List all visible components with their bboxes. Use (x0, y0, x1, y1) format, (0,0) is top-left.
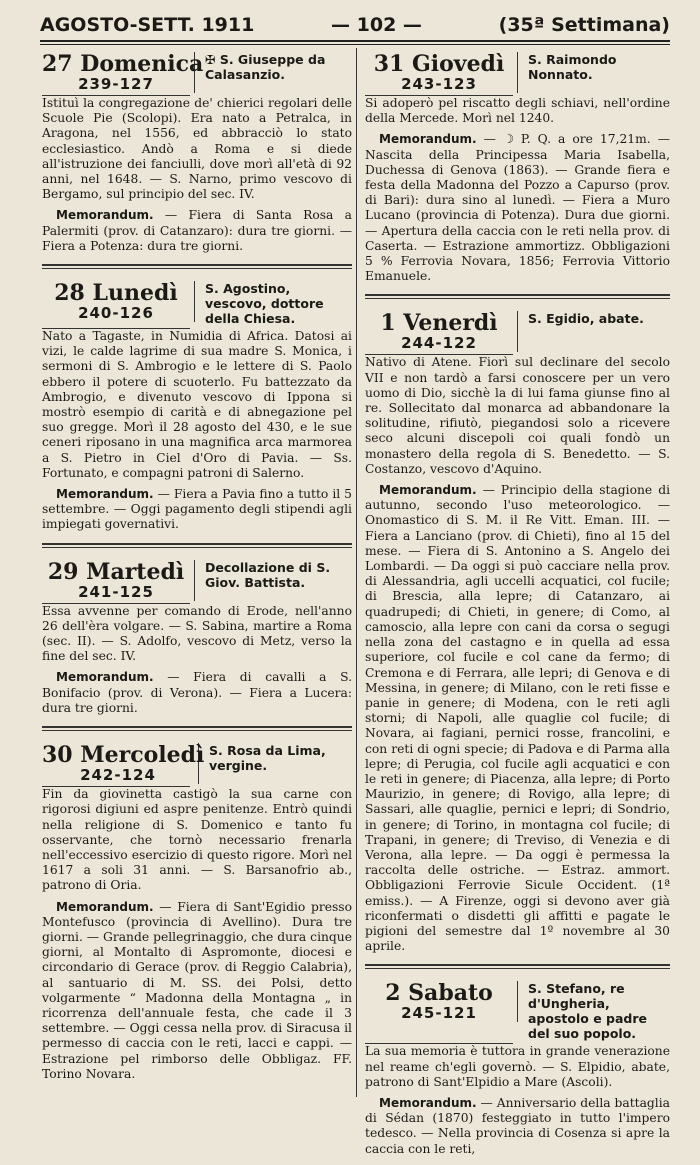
entry-text: Si adoperò pel riscatto degli schiavi, nell'ordine della Mercede. Morì nel 1240. (365, 96, 670, 126)
day-number: 242-124 (80, 766, 156, 785)
header-week: (35ª Settimana) (498, 14, 670, 36)
entry-text: Istituì la congregazione de' chierici regolari delle Scuole Pie (Scolopi). Era nato a Petralca, in Aragona, nel 1556, ed abbracciò lo stato ecclesiastico. Andò a Roma e si diede all'istruzione dei fanciulli, dove morì all'età di 92 anni, nel 1648. — S. Narno, primo vescovo di Bergamo, sul principio del sec. IV. (42, 96, 352, 202)
memorandum-text: — Fiera di cavalli a S. Bonifacio (prov. di Verona). — Fiera a Lucera: dura tre giorni. (42, 670, 352, 715)
day-entry-2 (365, 981, 670, 1156)
memorandum-text: — Anniversario della battaglia di Sédan (1870) festeggiato in tutto l'impero tedesco. — Nella provincia di Cosenza si apre la caccia con le reti, (365, 1095, 670, 1156)
entry-separator (42, 726, 352, 731)
entry-separator (42, 264, 352, 269)
day-box (42, 51, 204, 93)
day-name: 31 Giovedì (373, 51, 505, 77)
header-rule (40, 40, 670, 42)
entry-separator (42, 543, 352, 548)
memorandum (365, 1096, 670, 1157)
entry-separator (365, 964, 670, 969)
day-number: 240-126 (78, 304, 154, 323)
day-name: 29 Martedì (47, 558, 185, 585)
saint-name: S. Agostino, vescovo, dottore della Chiesa. (205, 281, 324, 327)
memorandum-label: Memorandum. (379, 132, 477, 147)
page-number: — 102 — (331, 14, 422, 36)
header-month-year: AGOSTO-SETT. 1911 (40, 14, 255, 36)
day-name: 28 Lunedì (54, 280, 178, 307)
memorandum (42, 670, 352, 716)
saint-name: ✠ S. Giuseppe da Calasanzio. (205, 52, 326, 82)
day-box (42, 281, 195, 322)
day-number: 241-125 (78, 582, 154, 601)
day-box (42, 560, 195, 601)
day-name: 2 Sabato (385, 980, 493, 1007)
entry-text: La sua memoria è tuttora in grande venerazione nel reame ch'egli governò. — S. Elpidio, abate, patrono di Sant'Elpidio a Mare (Ascoli). (365, 1044, 670, 1089)
day-number: 244-122 (401, 334, 477, 353)
left-column (42, 52, 352, 1090)
day-entry-28 (42, 281, 352, 533)
entry-text: Nato a Tagaste, in Numidia di Africa. Datosi ai vizi, le calde lagrime di sua madre S. Monica, i sermoni di S. Ambrogio e le lettere di S. Paolo ebbero il potere di scuoterlo. Fu battezzato da Ambrogio, e divenuto vescovo di Ippona si mostrò esempio di carità e di abnegazione pel suo gregge. Morì il 28 agosto del 430, e le sue ceneri riposano in una magnifica arca marmorea a S. Pietro in Ciel d'Oro di Pavia. — Ss. Fortunato, e compagni patroni di Salerno. (42, 329, 352, 480)
day-entry-30 (42, 743, 352, 1082)
saint-name: S. Rosa da Lima, vergine. (209, 743, 326, 774)
memorandum-text: — Fiera di Sant'Egidio presso Montefusco (provincia di Avellino). Dura tre giorni. — Grande pellegrinaggio, che dura cinque giorni, al Montalto di Aspromonte, diocesi e circondario di Gerace (prov. di Reggio Calabria), al santuario di M. SS. dei Polsi, detto volgarmente “ Madonna della Montagna „ in ricorrenza dell'annuale festa, che cade il 3 settembre. — Oggi cessa nella prov. di Siracusa il permesso di caccia con le reti, lacci e cappi. — Estrazione pel rimborso delle Obbligaz. FF. Torino Novara. (42, 899, 352, 1081)
day-entry-31 (365, 52, 670, 284)
memorandum-text: — Fiera di Santa Rosa a Palermiti (prov. di Catanzaro): dura tre giorni. — Fiera a Potenza: dura tre giorni. (42, 208, 352, 253)
memorandum-label: Memorandum. (56, 208, 154, 223)
day-name: 27 Domenica (42, 51, 204, 77)
memorandum-label: Memorandum. (379, 483, 477, 498)
memorandum-label: Memorandum. (56, 670, 154, 685)
saint-name: S. Stefano, re d'Ungheria, apostolo e padre del suo popolo. (528, 981, 648, 1042)
day-entry-1 (365, 311, 670, 954)
day-box (365, 981, 518, 1022)
entry-text: Nativo di Atene. Fiorì sul declinare del secolo VII e non tardò a farsi conoscere per un vero uomo di Dio, sicchè la di lui fama giunse fino al re. Sollecitato dal monarca ad abbandonare la solitudine, rifiutò, piegandosi solo a ricevere seco alcuni discepoli coi quali fondò un monastero della regola di S. Benedetto. — S. Costanzo, vescovo d'Aquino. (365, 355, 670, 476)
day-name: 1 Venerdì (380, 310, 498, 337)
saint-name: S. Egidio, abate. (528, 311, 644, 327)
day-number: 245-121 (401, 1004, 477, 1023)
page-header (40, 10, 670, 40)
saint-name: S. Raimondo Nonnato. (528, 52, 617, 82)
memorandum-text: — ☽ P. Q. a ore 17,21m. — Nascita della Principessa Maria Isabella, Duchessa di Genova (1863). — Grande fiera e festa della Madonna del Pozzo a Capurso (prov. di Bari): dura sino al lunedì. — Fiera a Muro Lucano (provincia di Potenza). Dura due giorni. — Apertura della caccia con le reti nella prov. di Caserta. — Estrazione ammortizz. Obbligazioni 5 % Ferrovia Novara, 1856; Ferrovia Vittorio Emanuele. (365, 132, 670, 284)
day-box (365, 311, 518, 352)
memorandum-text: — Principio della stagione di autunno, secondo l'uso meteorologico. — Onomastico di S. M. il Re Vitt. Eman. III. — Fiera a Lanciano (prov. di Chieti), fino al 15 del mese. — Fiera di S. Antonino a S. Angelo dei Lombardi. — Da oggi si può cacciare nella prov. di Alessandria, agli uccelli acquatici, col fucile; di Brescia, alla lepre; di Catanzaro, ai quadrupedi; di Chieti, in genere; di Como, al camoscio, alla lepre con cani da corsa o segugi nella zona del castagno e in quella ad essa superiore, col fucile e col cane da fermo; di Cremona e di Ferrara, alle lepri; di Genova e di Messina, in genere; di Milano, con le reti fisse e panie in genere; di Modena, con le reti agli storni; di Napoli, alle quaglie col fucile; di Novara, ai fagiani, pernici rosse, francolini, e con reti di ogni specie; di Padova e di Parma alla lepre; di Perugia, col fucile agli acquatici e con le reti in genere; di Piacenza, alla lepre; di Porto Maurizio, in genere; di Rovigo, alla lepre; di Sassari, alle quaglie, pernici e lepri; di Sondrio, in genere; di Torino, in montagna col fucile; di Trapani, in genere; di Treviso, di Venezia e di Verona, alla lepre. — Da oggi è permessa la raccolta delle ostriche. — Estraz. ammort. Obbligazioni Ferrovie Sicule Occident. (1ª emiss.). — A Firenze, oggi si devono aver già riconfermati o disdetti gli affitti e pagate le pigioni del semestre dal 1º novembre al 30 aprile. (365, 483, 670, 954)
memorandum (365, 132, 670, 284)
memorandum (42, 208, 352, 254)
day-number: 243-123 (401, 75, 477, 93)
saint-name: Decollazione di S. Giov. Battista. (205, 559, 331, 590)
right-column (365, 52, 670, 1165)
memorandum-label: Memorandum. (56, 487, 154, 502)
memorandum (365, 483, 670, 954)
entry-text: Fin da giovinetta castigò la sua carne con rigorosi digiuni ed aspre penitenze. Entrò quindi nella religione di S. Domenico e tanto fu osservante, che tornò necessario frenarla nell'eccessivo esercizio di questo rigore. Morì nel 1617 a soli 31 anni. — S. Barsanofrio ab., patrono di Oria. (42, 787, 352, 893)
memorandum-label: Memorandum. (379, 1095, 477, 1110)
memorandum (42, 487, 352, 533)
entry-text: Essa avvenne per comando di Erode, nell'anno 26 dell'èra volgare. — S. Sabina, martire a Roma (sec. II). — S. Adolfo, vescovo di Metz, verso la fine del sec. IV. (42, 603, 352, 664)
day-box (365, 52, 518, 93)
memorandum (42, 900, 352, 1082)
header-rule-thin (40, 44, 670, 45)
memorandum-label: Memorandum. (56, 899, 154, 914)
day-entry-27 (42, 52, 352, 254)
day-number: 239-127 (78, 75, 154, 93)
column-divider (356, 48, 357, 1097)
day-box (42, 742, 205, 785)
day-name: 30 Mercoledì (42, 742, 205, 769)
memorandum-text: — Fiera a Pavia fino a tutto il 5 settembre. — Oggi pagamento degli stipendi agli impiegati governativi. (42, 487, 352, 532)
entry-separator (365, 294, 670, 299)
day-entry-29 (42, 560, 352, 716)
